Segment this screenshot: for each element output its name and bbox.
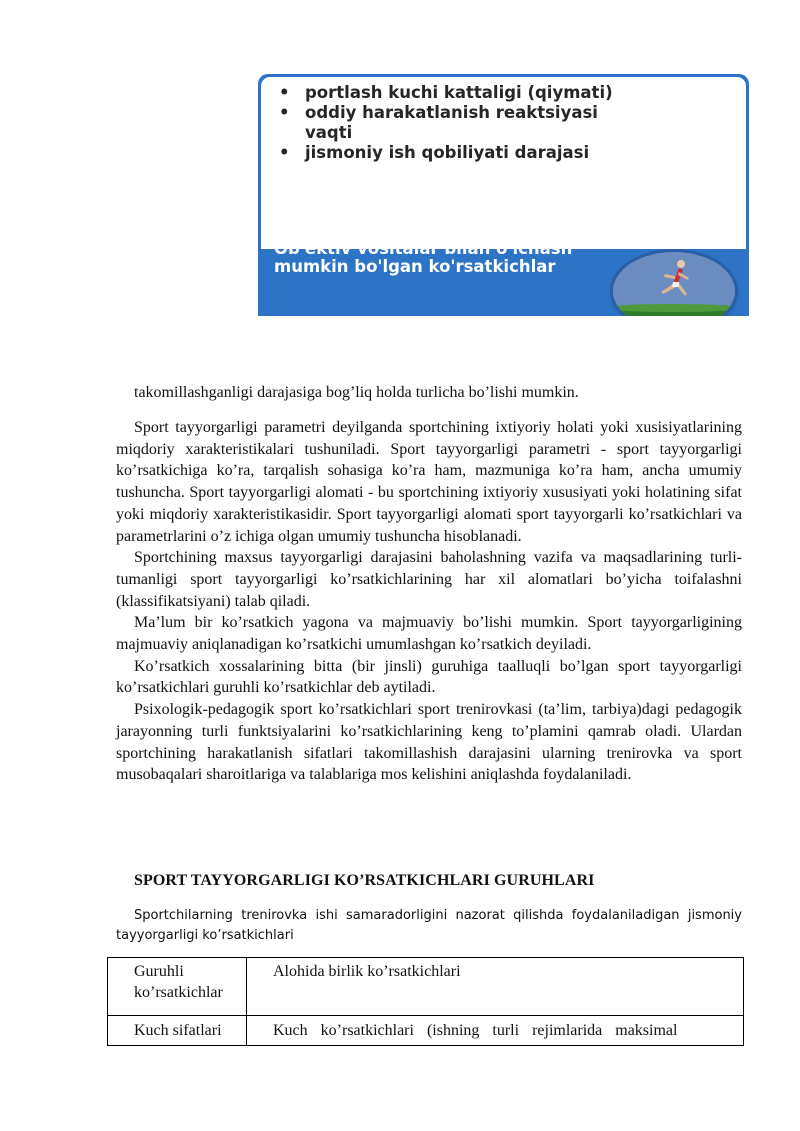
section-heading: SPORT TAYYORGARLIGI KO’RSATKICHLARI GURUHLARI — [134, 872, 595, 889]
table-cell — [247, 1016, 744, 1046]
infographic-caption: Ob'ektiv vositalar bilan o'lchash mumkin bo'lgan ko'rsatkichlar — [274, 239, 573, 276]
bullet-icon: • — [279, 103, 290, 122]
paragraph: Psixologik-pedagogik sport ko’rsatkichlari sport trenirovkasi (ta’lim, tarbiya)dagi pedagogik jarayonning turli funktsiyalarini ko’rsatkichlarining keng to’plamini qamrab oladi. Ulardan sportchining harakatlanish sifatlari takomillashish darajasini ularning trenirovka va sport musobaqalari sharoitlariga va talablariga mos kelishini aniqlashda foydalaniladi. — [116, 701, 742, 784]
table-cell — [108, 1016, 247, 1046]
bullet-item — [277, 103, 605, 143]
body-text — [116, 382, 742, 404]
table-row — [108, 1016, 744, 1046]
table-caption: Sportchilarning trenirovka ishi samaradorligini nazorat qilishda foydalaniladigan jismoniy tayyorgarligi ko’rsatkichlari — [116, 908, 742, 943]
paragraph: Sport tayyorgarligi parametri deyilganda sportchining ixtiyoriy holati yoki xusisiyatlarining miqdoriy xarakteristikalari tushuniladi. Sport tayyorgarligi parametri - sport tayyorgarligi ko’rsatkichiga ko’ra, tarqalish sohasiga ko’ra ham, mazmuniga ko’ra ham, ancha umumiy tushuncha. Sport tayyorgarligi alomati - bu sportchining ixtiyoriy xususiyati yoki holatining sifat yoki miqdoriy xarakteristikasidir. Sport tayyorgarligi alomati sport tayyorgarli ko’rsatkichlari va parametrlarini o’z ichiga olgan umumiy tushuncha hisoblanadi. — [116, 419, 742, 545]
infographic-bullet-list — [261, 77, 746, 163]
table-header-row — [108, 958, 744, 1016]
table-header-cell — [108, 958, 247, 1016]
body-text — [116, 417, 742, 786]
unit-indicators: Kuch ko’rsatkichlari (ishning turli rejimlarida maksimal — [273, 1022, 678, 1039]
bullet-item — [277, 143, 655, 163]
bullet-text: jismoniy ish qobiliyati darajasi — [305, 143, 590, 162]
paragraph: Sportchining maxsus tayyorgarligi darajasini baholashning vazifa va maqsadlarining turli-tumanligi sport tayyorgarligi ko’rsatkichlarining har xil alomatlari bo’yicha toifalashni (klassifikatsiyani) talab qiladi. — [116, 549, 742, 610]
infographic-bullet-panel — [261, 77, 746, 249]
bullet-icon: • — [279, 143, 290, 162]
bullet-text: portlash kuchi kattaligi (qiymati) — [305, 83, 613, 102]
header-group-label: Guruhli ko’rsatkichlar — [134, 963, 223, 1001]
bullet-text: oddiy harakatlanish reaktsiyasi vaqti — [305, 103, 598, 142]
runner-icon — [613, 252, 735, 316]
paragraph: takomillashganligi darajasiga bog’liq holda turlicha bo’lishi mumkin. — [134, 384, 579, 401]
indicators-table — [107, 957, 744, 1046]
group-name: Kuch sifatlari — [134, 1022, 222, 1039]
paragraph: Ma’lum bir ko’rsatkich yagona va majmuaviy bo’lishi mumkin. Sport tayyorgarligining majmuaviy aniqlanadigan ko’rsatkichi umumlashgan ko’rsatkich deyiladi. — [116, 614, 742, 654]
header-unit-label: Alohida birlik ko’rsatkichlari — [273, 963, 461, 980]
bullet-icon: • — [279, 83, 290, 102]
runner-photo — [613, 252, 735, 316]
infographic — [258, 74, 749, 316]
table-header-cell — [247, 958, 744, 1016]
bullet-item — [277, 83, 645, 103]
paragraph: Ko’rsatkich xossalarining bitta (bir jinsli) guruhiga taalluqli bo’lgan sport tayyorgarligi ko’rsatkichlari guruhli ko’rsatkichlar deb aytiladi. — [116, 657, 742, 697]
